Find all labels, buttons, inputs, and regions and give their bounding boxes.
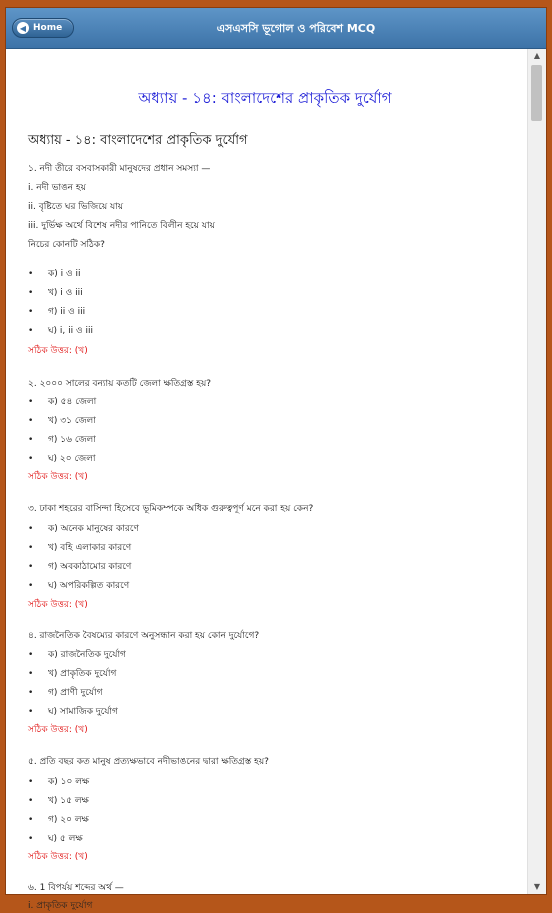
home-button[interactable] [12, 18, 74, 38]
option-item: • গ) ২০ লক্ষ [28, 815, 89, 825]
section-title: অধ্যায় - ১৪: বাংলাদেশের প্রাকৃতিক দুর্যোগ [28, 133, 248, 148]
option-label: খ) বহি এলাকার কারণে [48, 543, 132, 553]
option-item: • ক) রাজনৈতিক দুর্যোগ [28, 650, 126, 660]
option-item: • ঘ) সামাজিক দুর্যোগ [28, 707, 118, 717]
option-label: ক) i ও ii [48, 269, 81, 279]
scroll-down-arrow-icon[interactable]: ▼ [533, 882, 541, 891]
option-label: ঘ) সামাজিক দুর্যোগ [48, 707, 118, 717]
question-text: ৪. রাজনৈতিক বৈষম্যের কারণে অনুসন্ধান করা হয় কোন দুর্যোগে? [28, 631, 260, 641]
top-toolbar [6, 8, 546, 49]
app-title: এসএসসি ভূগোল ও পরিবেশ MCQ [216, 22, 376, 35]
option-item: • ঘ) ২০ জেলা [28, 454, 96, 464]
option-label: গ) ১৬ জেলা [48, 435, 96, 445]
option-label: ঘ) ২০ জেলা [48, 454, 96, 464]
option-label: খ) প্রাকৃতিক দুর্যোগ [48, 669, 117, 679]
option-item: • ক) অনেক মানুষের কারণে [28, 524, 139, 534]
question-text: iii. দুর্ভিক্ষ অর্থে বিশেষ নদীর পানিতে বিলীন হয়ে যায় [28, 221, 215, 231]
question-text: ৬. 1 বিপর্যয় শব্দের অর্থ — [28, 883, 124, 893]
correct-answer: সঠিক উত্তর: (খ) [28, 472, 88, 482]
option-item: • খ) ৩১ জেলা [28, 416, 96, 426]
option-item: • গ) অবকাঠামোর কারণে [28, 562, 132, 572]
option-label: গ) ii ও iii [48, 307, 86, 317]
option-item: • ঘ) ৫ লক্ষ [28, 834, 83, 844]
question-text: ১. নদী তীরে বসবাসকারী মানুষদের প্রধান সমস্যা — [28, 164, 211, 174]
option-label: গ) অবকাঠামোর কারণে [48, 562, 132, 572]
option-item: • গ) ii ও iii [28, 307, 86, 317]
question-text: নিচের কোনটি সঠিক? [28, 240, 105, 250]
question-text: i. নদী ভাঙন হয় [28, 183, 86, 193]
question-text: ৩. ঢাকা শহরের বাসিন্দা হিসেবে ভূমিকম্পকে অধিক গুরুত্বপূর্ণ মনে করা হয় কেন? [28, 504, 314, 514]
content-area [6, 49, 524, 911]
option-item: • গ) ১৬ জেলা [28, 435, 96, 445]
option-item: • খ) i ও iii [28, 288, 83, 298]
home-button-label: Home [33, 23, 63, 33]
chapter-heading: অধ্যায় - ১৪: বাংলাদেশের প্রাকৃতিক দুর্যোগ [138, 89, 392, 107]
option-label: ক) ৫৪ জেলা [48, 397, 97, 407]
option-label: গ) প্রাণী দুর্যোগ [48, 688, 103, 698]
option-item: • ঘ) i, ii ও iii [28, 326, 94, 336]
vertical-scrollbar[interactable] [527, 49, 546, 894]
question-text: ii. বৃষ্টিতে ঘর ভিজিয়ে যায় [28, 202, 124, 212]
correct-answer: সঠিক উত্তর: (খ) [28, 852, 88, 862]
option-label: ঘ) ৫ লক্ষ [48, 834, 83, 844]
option-item: • ক) ৫৪ জেলা [28, 397, 97, 407]
option-item: • ক) i ও ii [28, 269, 81, 279]
correct-answer: সঠিক উত্তর: (খ) [28, 725, 88, 735]
option-label: ঘ) অপরিকল্পিত কারণে [48, 581, 130, 591]
option-label: ক) রাজনৈতিক দুর্যোগ [48, 650, 126, 660]
app-window [6, 8, 546, 911]
option-item: • খ) প্রাকৃতিক দুর্যোগ [28, 669, 117, 679]
scroll-up-arrow-icon[interactable]: ▲ [533, 51, 541, 60]
option-label: ক) অনেক মানুষের কারণে [48, 524, 139, 534]
option-label: খ) ১৫ লক্ষ [48, 796, 89, 806]
option-item: • খ) ১৫ লক্ষ [28, 796, 89, 806]
option-item: • ঘ) অপরিকল্পিত কারণে [28, 581, 130, 591]
correct-answer: সঠিক উত্তর: (খ) [28, 346, 88, 356]
option-label: ঘ) i, ii ও iii [48, 326, 94, 336]
correct-answer: সঠিক উত্তর: (খ) [28, 600, 88, 610]
question-text: ৫. প্রতি বছর কত মানুষ প্রত্যক্ষভাবে নদীভাঙনের দ্বারা ক্ষতিগ্রস্ত হয়? [28, 757, 269, 767]
option-item: • গ) প্রাণী দুর্যোগ [28, 688, 103, 698]
option-label: গ) ২০ লক্ষ [48, 815, 89, 825]
option-item: • ক) ১০ লক্ষ [28, 777, 90, 787]
question-text: ২. ২০০০ সালের বন্যায় কতটি জেলা ক্ষতিগ্রস্ত হয়? [28, 379, 212, 389]
scroll-thumb[interactable] [531, 65, 542, 121]
option-item: • খ) বহি এলাকার কারণে [28, 543, 132, 553]
option-label: খ) i ও iii [48, 288, 83, 298]
option-label: খ) ৩১ জেলা [48, 416, 96, 426]
option-label: ক) ১০ লক্ষ [48, 777, 90, 787]
question-text: i. প্রাকৃতিক দুর্যোগ [28, 901, 93, 911]
home-icon: ◀ [17, 22, 29, 34]
